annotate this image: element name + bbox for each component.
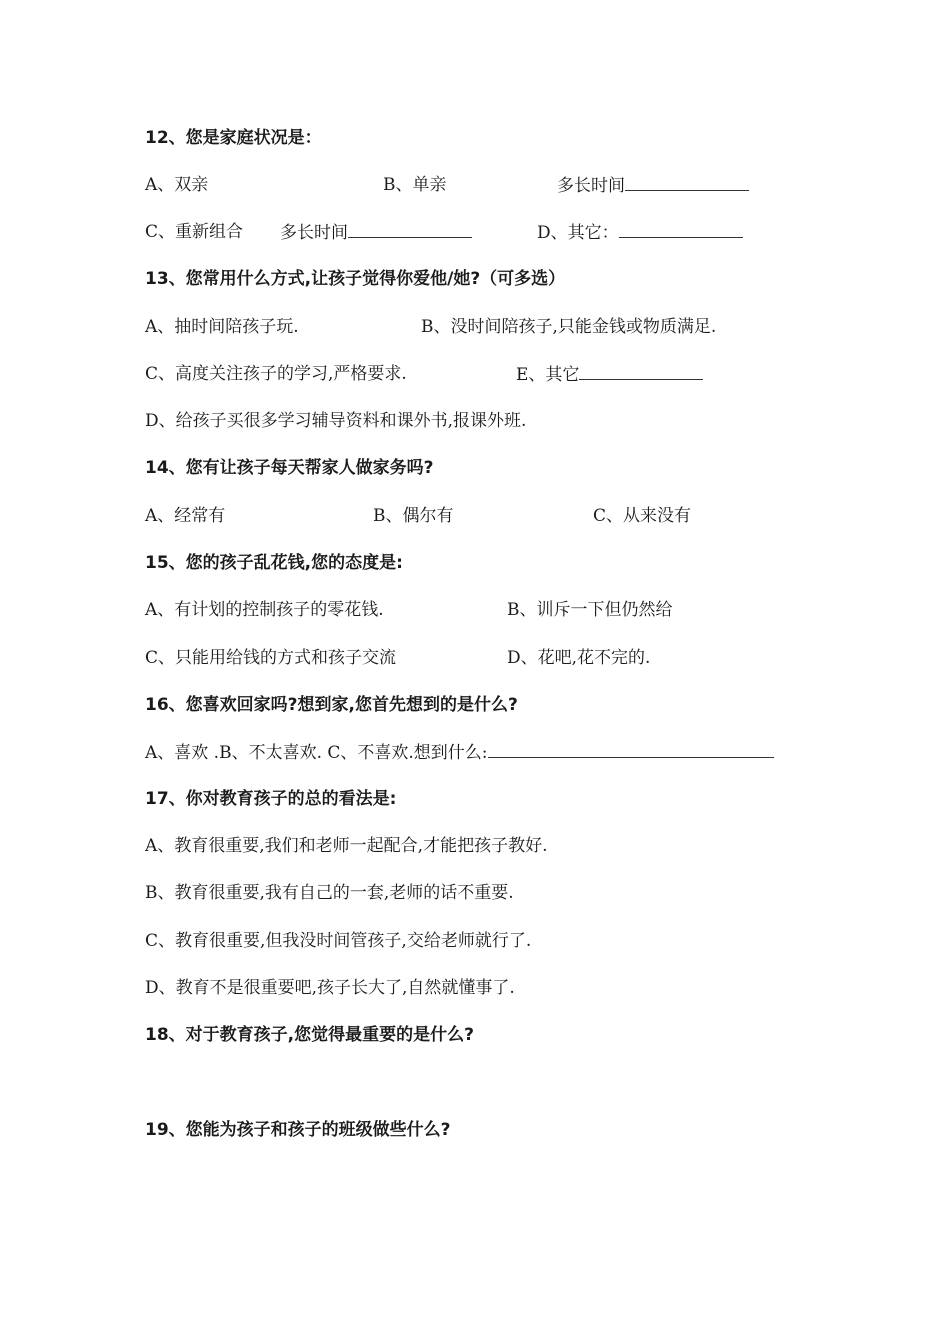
q17-option-a: A、教育很重要,我们和老师一起配合,才能把孩子教好. [145, 836, 548, 856]
q13-option-b: B、没时间陪孩子,只能金钱或物质满足. [421, 317, 717, 337]
q13-option-d: D、给孩子买很多学习辅导资料和课外书,报课外班. [145, 411, 527, 431]
q12-c-duration-blank[interactable] [348, 221, 472, 238]
q15-option-d: D、花吧,花不完的. [507, 648, 651, 668]
q15-option-b: B、训斥一下但仍然给 [507, 600, 673, 620]
q12-b-duration-blank[interactable] [625, 174, 749, 191]
q12-option-c-duration [280, 221, 472, 244]
q12-d-blank[interactable] [619, 221, 743, 238]
question-12-title: 12、您是家庭状况是： [145, 128, 322, 148]
q14-option-c: C、从来没有 [593, 506, 692, 526]
q15-option-c: C、只能用给钱的方式和孩子交流 [145, 648, 397, 668]
q13-option-c: C、高度关注孩子的学习,严格要求. [145, 364, 407, 384]
q16-options [145, 741, 774, 764]
q12-option-d [537, 221, 743, 244]
q13-option-a: A、抽时间陪孩子玩. [145, 317, 299, 337]
q12-b-duration-label: 多长时间 [557, 176, 625, 196]
question-13-title: 13、您常用什么方式,让孩子觉得你爱他/她?（可多选） [145, 269, 566, 289]
q12-option-a: A、双亲 [145, 175, 209, 195]
q13-option-e [516, 363, 703, 386]
q16-options-text: A、喜欢 .B、不太喜欢. C、不喜欢.想到什么: [145, 743, 488, 763]
question-18-title: 18、对于教育孩子,您觉得最重要的是什么? [145, 1025, 474, 1045]
question-17-title: 17、你对教育孩子的总的看法是: [145, 789, 397, 809]
q12-option-b-duration [557, 174, 749, 197]
q17-option-c: C、教育很重要,但我没时间管孩子,交给老师就行了. [145, 931, 532, 951]
q12-c-duration-label: 多长时间 [280, 223, 348, 243]
q12-option-c: C、重新组合 [145, 222, 244, 242]
q14-option-b: B、偶尔有 [373, 506, 454, 526]
q16-answer-blank[interactable] [488, 741, 774, 758]
question-15-title: 15、您的孩子乱花钱,您的态度是: [145, 553, 403, 573]
q17-option-d: D、教育不是很重要吧,孩子长大了,自然就懂事了. [145, 978, 515, 998]
q15-option-a: A、有计划的控制孩子的零花钱. [145, 600, 384, 620]
question-19-title: 19、您能为孩子和孩子的班级做些什么? [145, 1120, 451, 1140]
question-14-title: 14、您有让孩子每天帮家人做家务吗? [145, 458, 434, 478]
q13-e-label: E、其它 [516, 365, 580, 385]
q14-option-a: A、经常有 [145, 506, 226, 526]
q17-option-b: B、教育很重要,我有自己的一套,老师的话不重要. [145, 883, 514, 903]
q12-option-b: B、单亲 [383, 175, 447, 195]
question-16-title: 16、您喜欢回家吗?想到家,您首先想到的是什么? [145, 695, 518, 715]
q12-d-label: D、其它： [537, 223, 619, 243]
q13-e-blank[interactable] [579, 363, 703, 380]
